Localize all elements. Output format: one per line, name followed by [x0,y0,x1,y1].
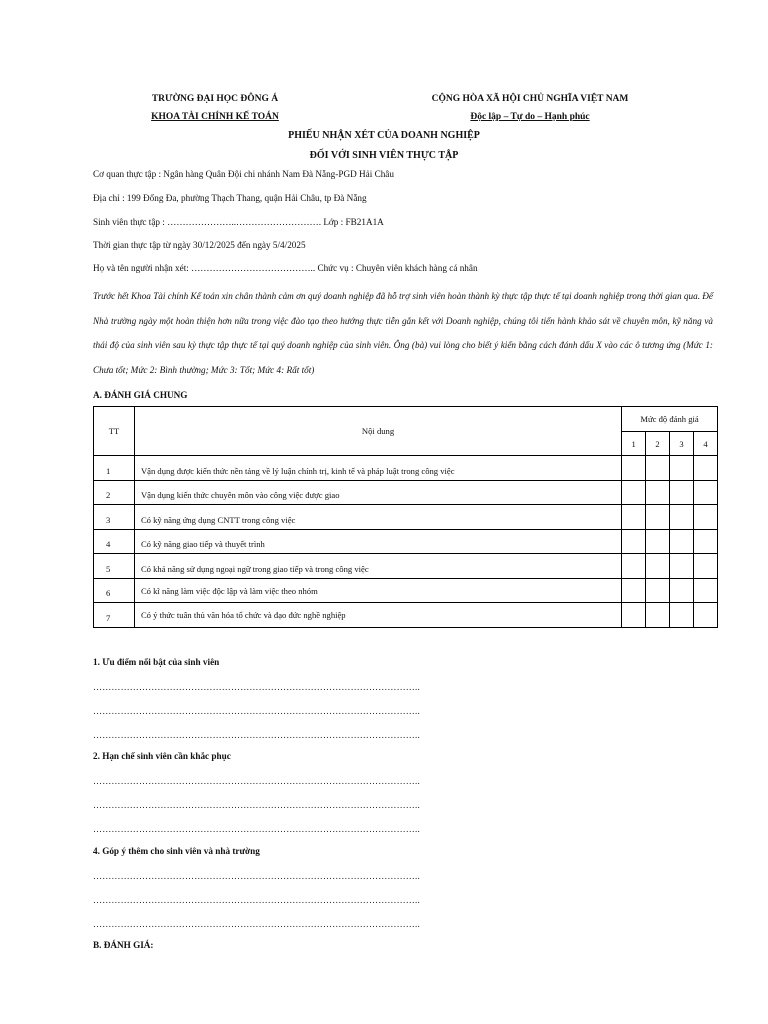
row-number: 6 [94,579,135,603]
rating-cell[interactable] [622,603,646,628]
rating-cell[interactable] [622,505,646,530]
rating-cell[interactable] [670,456,694,481]
internship-period: Thời gian thực tập từ ngày 30/12/2025 đến ngày 5/4/2025 [93,240,306,250]
rating-cell[interactable] [670,505,694,530]
row-content: Có kỹ năng giao tiếp và thuyết trình [134,530,621,554]
rating-cell[interactable] [622,579,646,603]
rating-cell[interactable] [622,554,646,579]
row-number: 2 [94,481,135,505]
rating-cell[interactable] [646,505,670,530]
answer-line[interactable]: …………………………………………………………………………………………….. [93,895,420,905]
table-row [94,603,718,628]
answer-line[interactable]: …………………………………………………………………………………………….. [93,682,420,692]
row-content: Có kỹ năng ứng dụng CNTT trong công việc [134,505,621,530]
rating-cell[interactable] [622,481,646,505]
answer-line[interactable]: …………………………………………………………………………………………….. [93,824,420,834]
national-motto: Độc lập – Tự do – Hạnh phúc [470,112,590,122]
table-row [94,456,718,481]
rating-cell[interactable] [694,456,718,481]
reviewer-info: Họ và tên người nhận xét: ………………………………….. Chức vụ : Chuyên viên khách hàng cá nhân [93,263,478,273]
rating-cell[interactable] [646,554,670,579]
evaluation-table [93,406,718,628]
row-number: 3 [94,505,135,530]
table-row [94,579,718,603]
nation-name: CỘNG HÒA XÃ HỘI CHỦ NGHĨA VIỆT NAM [431,94,629,104]
agency-address: Địa chỉ : 199 Đống Đa, phường Thạch Thang, quận Hải Châu, tp Đà Nẵng [93,193,367,203]
rating-cell[interactable] [622,530,646,554]
answer-line[interactable]: …………………………………………………………………………………………….. [93,919,420,929]
rating-cell[interactable] [670,481,694,505]
question-1-heading: 1. Ưu điểm nổi bật của sinh viên [93,657,220,667]
level-header-1: 1 [622,432,646,456]
level-header-2: 2 [646,432,670,456]
row-content: Có kĩ năng làm việc độc lập và làm việc theo nhóm [134,579,621,603]
rating-cell[interactable] [694,579,718,603]
rating-cell[interactable] [694,554,718,579]
rating-cell[interactable] [646,456,670,481]
table-row [94,481,718,505]
row-content: Có ý thức tuân thủ văn hóa tổ chức và đạo đức nghề nghiệp [134,603,621,628]
rating-cell[interactable] [646,481,670,505]
answer-line[interactable]: …………………………………………………………………………………………….. [93,706,420,716]
rating-cell[interactable] [670,579,694,603]
col-header-tt: TT [94,407,135,456]
row-number: 5 [94,554,135,579]
faculty-name: KHOA TÀI CHÍNH KẾ TOÁN [151,112,279,122]
form-subtitle: ĐỐI VỚI SINH VIÊN THỰC TẬP [309,150,459,161]
rating-cell[interactable] [670,530,694,554]
row-content: Vận dụng được kiến thức nền tảng về lý luận chính trị, kinh tế và pháp luật trong công việc [134,456,621,481]
table-row [94,530,718,554]
rating-cell[interactable] [694,505,718,530]
intro-paragraph: Trước hết Khoa Tài chính Kế toán xin chân thành cảm ơn quý doanh nghiệp đã hỗ trợ sinh viên hoàn thành kỳ thực tập thực tế tại doanh nghiệp trong thời gian qua. Để Nhà trường ngày một hoàn thiện hơn nữa trong việc đào tạo theo hướng thực tiễn gắn kết với Doanh nghiệp, chúng tôi tiến hành khảo sát về chuyên môn, kỹ năng và thái độ của sinh viên sau kỳ thực tập thực tế tại quý doanh nghiệp của sinh viên. Ông (bà) vui lòng cho biết ý kiến bằng cách đánh dấu X vào các ô tương ứng (Mức 1: Chưa tốt; Mức 2: Bình thường; Mức 3: Tốt; Mức 4: Rất tốt) [93,291,713,375]
table-row [94,505,718,530]
rating-cell[interactable] [646,530,670,554]
row-number: 7 [94,603,135,628]
rating-cell[interactable] [694,481,718,505]
question-2-heading: 2. Hạn chế sinh viên cần khắc phục [93,751,231,761]
col-header-content: Nội dung [134,407,621,456]
internship-agency: Cơ quan thực tập : Ngân hàng Quân Đội chi nhánh Nam Đà Nẵng-PGD Hải Châu [93,169,394,179]
rating-cell[interactable] [694,530,718,554]
table-row [94,554,718,579]
rating-cell[interactable] [694,603,718,628]
row-content: Có khả năng sử dụng ngoại ngữ trong giao tiếp và trong công việc [134,554,621,579]
row-number: 4 [94,530,135,554]
level-header-4: 4 [694,432,718,456]
row-number: 1 [94,456,135,481]
school-name: TRƯỜNG ĐẠI HỌC ĐÔNG Á [151,94,279,104]
answer-line[interactable]: …………………………………………………………………………………………….. [93,730,420,740]
rating-cell[interactable] [622,456,646,481]
form-title: PHIẾU NHẬN XÉT CỦA DOANH NGHIỆP [288,130,480,141]
question-4-heading: 4. Góp ý thêm cho sinh viên và nhà trường [93,846,260,856]
answer-line[interactable]: …………………………………………………………………………………………….. [93,871,420,881]
answer-line[interactable]: …………………………………………………………………………………………….. [93,776,420,786]
row-content: Vận dụng kiến thức chuyên môn vào công việc được giao [134,481,621,505]
student-name-class: Sinh viên thực tập : …………………..………………………. Lớp : FB21A1A [93,217,384,227]
answer-line[interactable]: …………………………………………………………………………………………….. [93,800,420,810]
level-header-3: 3 [670,432,694,456]
rating-cell[interactable] [670,603,694,628]
col-header-level: Mức độ đánh giá [622,407,718,432]
rating-cell[interactable] [646,579,670,603]
section-b-heading: B. ĐÁNH GIÁ: [93,940,154,950]
section-a-heading: A. ĐÁNH GIÁ CHUNG [93,390,188,400]
rating-cell[interactable] [646,603,670,628]
rating-cell[interactable] [670,554,694,579]
